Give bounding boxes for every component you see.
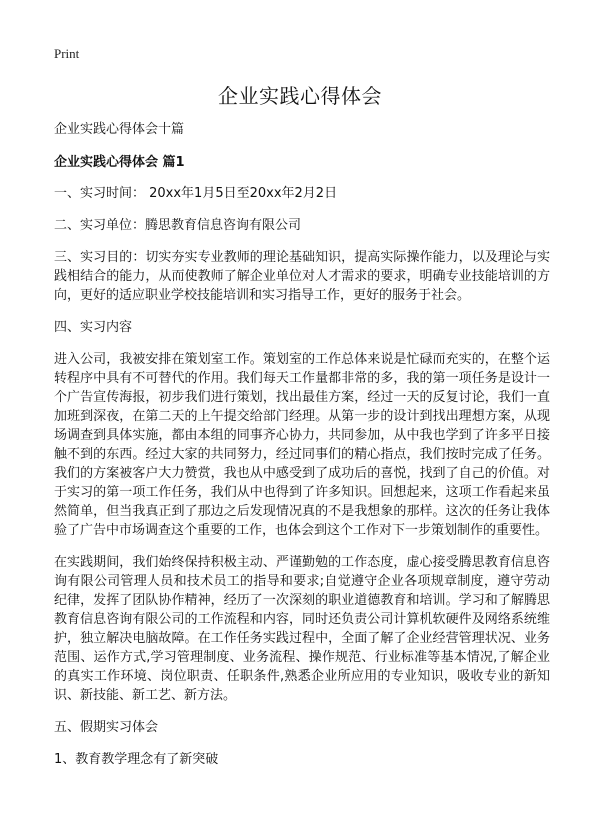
document-body	[54, 120, 550, 782]
internship-experience-heading: 五、假期实习体会	[54, 720, 159, 735]
teaching-concept-item: 1、教育教学理念有了新突破	[54, 752, 219, 767]
internship-purpose: 三、实习目的：切实夯实专业教师的理论基础知识，提高实际操作能力，以及理论与实践相结合的能力，从而使教师了解企业单位对人才需求的要求，明确专业技能培训的方向，更好的适应职业学校技能培训和实习指导工作，更好的服务于社会。	[54, 250, 550, 303]
print-link[interactable]: Print	[54, 46, 80, 61]
internship-unit: 二、实习单位：腾思教育信息咨询有限公司	[54, 218, 302, 233]
document-title: 企业实践心得体会	[218, 84, 382, 108]
paragraph-practice-period: 在实践期间，我们始终保持积极主动、严谨勤勉的工作态度，虚心接受腾思教育信息咨询有限公司管理人员和技术员工的指导和要求;自觉遵守企业各项规章制度，遵守劳动纪律，发挥了团队协作精神，经历了一次深刻的职业道德教育和培训。学习和了解腾思教育信息咨询有限公司的工作流程和内容，同时还负责公司计算机软硬件及网络系统维护，独立解决电脑故障。在工作任务实践过程中，全面了解了企业经营管理状况、业务范围、运作方式,学习管理制度、业务流程、操作规范、行业标准等基本情况,了解企业的真实工作环境、岗位职责、任职条件,熟悉企业所应用的专业知识，吸收专业的新知识、新技能、新工艺、新方法。	[54, 555, 550, 703]
document-subtitle: 企业实践心得体会十篇	[54, 122, 185, 137]
internship-content-heading: 四、实习内容	[54, 320, 133, 335]
section-heading: 企业实践心得体会 篇1	[54, 155, 185, 170]
internship-time: 一、实习时间： 20xx年1月5日至20xx年2月2日	[54, 186, 338, 201]
paragraph-planning-work: 进入公司，我被安排在策划室工作。策划室的工作总体来说是忙碌而充实的，在整个运转程序中具有不可替代的作用。我们每天工作量都非常的多，我的第一项任务是设计一个广告宣传海报，初步我们进行策划，找出最佳方案，经过一天的反复讨论，我们一直加班到深夜，在第二天的上午提交给部门经理。从第一步的设计到找出理想方案，从现场调查到具体实施，都由本组的同事齐心协力，共同参加，从中我也学到了许多平日接触不到的东西。经过大家的共同努力，经过同事们的精心指点，我们按时完成了任务。我们的方案被客户大力赞赏，我也从中感受到了成功后的喜悦，找到了自己的价值。对于实习的第一项工作任务，我们从中也得到了许多知识。回想起来，这项工作看起来虽然简单，但当我真正到了那边之后发现情况真的不是我想象的那样。这次的任务让我体验了广告中市场调查这个重要的工作，也体会到这个工作对下一步策划制作的重要性。	[54, 352, 550, 538]
